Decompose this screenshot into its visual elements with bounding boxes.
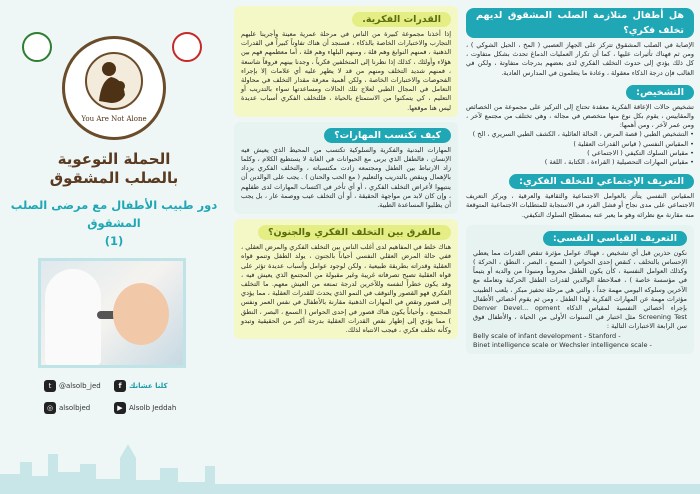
- section-title: كيف تكتسب المهارات؟: [324, 128, 451, 143]
- doctor-baby-photo: [38, 258, 186, 368]
- social-row-twitter[interactable]: [44, 380, 101, 392]
- middle-column: [234, 6, 458, 488]
- section-text: هناك خلط في المفاهيم لدى أغلب الناس بين التخلف الفكري والمرض العقلي ، ففي حالة المرض العقلي النفسي أحياناً بالجنون ، يولد الطفل وتنمو قواه العقلية وقدراته بطريقة طبيعية ، ولكن لوجود عوامل وأسباب عديدة تؤثر على قواه العقلية تصبح تصرفاته غريبة وغير مقبولة من المجتمع الذي يعيش فيه ، وقد يكون خطراً لنفسه وللآخرين لدرجة تمنعه من العيش معهم. ما التخلف الفكري فهو القصور والتوقف في النمو الذي يحدث للقدرات العقلية ، مما يؤدي إلى قصور وتقص في المهارات الذهنية مقارنة بالأطفال في نفس العمر ونفس المجتمع ، وأحياناً يكون هناك قصور في إحدى الحواس ( السمع ، البصر ، النطق ) مما يؤدي إلى إظهار نقص القدرات العقلية بدرجة أكبر من الحقيقية وتبدو وكأنه تخلف فكري ، فيجب الانتباه لذلك.: [241, 243, 451, 335]
- section-text: نكون حذرين قبل أي تشخيص ، فهناك عوامل مؤثرة تنقص القدرات مما يعطي الإحساس بالتخلف ، كنقص إحدى الحواس ( السمع ، البصر ، النطق ، الحركة ) وكذلك العوامل النفسية ، كأن يكون الطفل محروماً ومنبوذاً من والديه أو يتيماً في مؤسسة خاصة ) ، فملاحظة الوالدين لقدرات الطفل الحركية وتعامله مع الآخرين وسلوكه اليومي مهمة جداً ، والتي هي مرحلة تحفيز مبكر ، يلعب الطبيب مؤثرات مهمة عن المهارات الفكرية لهذا الطفل ، ومن ثم يقوم أخصائي الأطفال بإجراء أخصائي النفسية لمقياس الذكاء Denver Devel... opment Screening Test مثل اختبار في السنوات الأولى من الحياة ، والأطفال فوق سن الرابعة الاختبارات التالية :: [473, 248, 688, 331]
- right-column: [466, 6, 694, 488]
- subtitle-text: دور طبيب الأطفال مع مرضى الصلب المشقوق: [10, 198, 218, 230]
- campaign-logo: [62, 36, 166, 140]
- facebook-icon: f: [114, 380, 126, 392]
- section-text: الإصابة في الصلب المشقوق تتركز على الجهاز العصبي ( المخ ، الحبل الشوكي ) ، ومن ثم فهناك تأثيرات عليها ، كما أن تكرار العمليات الدماغ تحدث بشكل متفاوت ، كل ذلك يؤدي إلى حدوث التخلف الفكري لدى بعضهم بدرجات متفاوتة ، ولكن في الغالب فإن درجة الذكاء معقولة ، وعادة ما يتعلمون في المدارس العادية.: [466, 41, 694, 77]
- campaign-title-line1: الحملة التوعوية: [57, 150, 171, 168]
- section-text: إذا أخذنا مجموعة كبيرة من الناس في مرحلة عمرية معينة وأجرينا عليهم التجارب والاختبارات الخاصة بالذكاء ، فسنجد أن هناك تفاوتاً كبيراً في القدرات الذهنية ، فمنهم النوابغ وهم قلة ، ومنهم البلهاء وهم قلة ، أما معظمهم فهم بين هؤلاء وأولئك ، كذلك إذا نظرنا إلى المتخلفين فكرياً ، وجدنا بينهم فروقاً شاسعة ، فمنهم شديد التخلف ومنهم من قد لا يظهر عليه أي علامات إلا بإجراء الفحوصات والاختبارات الخاصة ، ولكن أهمية معرفة مقدار التخلف في محاولة التعامل في المجال الطبي لعلاج تلك الحالات ومساعدتها سواء بالتدريب أو التعليم ، كي يتمكنوا من الاستمتاع بالحياة ، فللتخلف الفكري أسباب عديدة ليس هنا موقعها.: [241, 30, 451, 112]
- section-skills-acquisition: [234, 122, 458, 214]
- section-title: القدرات الفكرية.: [352, 12, 451, 27]
- organization-logo-green: [22, 32, 52, 62]
- follow-slogan: كلنا عشانك: [129, 382, 168, 390]
- instagram-icon: ◎: [44, 402, 56, 414]
- youtube-icon: ▶: [114, 402, 126, 414]
- doctor-figure: [45, 269, 101, 365]
- social-row-follow: [114, 380, 168, 392]
- instagram-handle: alsolbjed: [59, 404, 91, 412]
- section-title: التشخيص:: [626, 85, 694, 100]
- campaign-title: [10, 150, 218, 188]
- test-item: Binet intelligence scale or Wechsler intelligence scale -: [473, 340, 652, 349]
- section-title: التعريف الإجتماعي للتخلف الفكري:: [509, 174, 694, 189]
- section-psychometric-definition: [466, 225, 694, 354]
- subtitle-number: (1): [104, 234, 124, 248]
- section-spina-bifida-question: [466, 6, 694, 78]
- section-social-definition: [466, 172, 694, 220]
- campaign-title-line2: بالصلب المشقوق: [49, 169, 179, 187]
- section-difference: [234, 219, 458, 339]
- section-text: تشخيص حالات الإعاقة الفكرية معقدة تحتاج إلى التركيز على مجموعة من الخصائص والمقاييس ، يقوم بكل نوع منها متخصص في مجاله ، وهي تختلف من مجتمع لآخر ، ومن عمر لآخر ، ومن أهمها:: [466, 102, 694, 130]
- organization-logo-red: [172, 32, 202, 62]
- youtube-handle: Alsolb Jeddah: [129, 404, 177, 412]
- section-title: مالفرق بين التخلف الفكري والجنون؟: [258, 225, 451, 240]
- section-diagnosis: [466, 83, 694, 167]
- section-text: المهارات البدنية والفكرية والسلوكية تكتسب من المحيط الذي يعيش فيه الإنسان ، فالطفل الذي يربى مع الحيوانات في الغابة لا يستطيع الكلام ، وكلما زاد الارتباط بين الطفل ومجتمعه زادت مكتسباته ، والتخلف الفكري يزداد بالإهمال وينقص بالتدريب والتعليم ( مع الحب والحنان ) . يجب على الوالدين أن ينتبهوا لأعراض التخلف الفكري ، أو أي تأخر في اكتساب المهارات لدى طفلهم ، وإن كان لابد من مواجهة الحقيقة ، أو أن التخلف عيب ووصمة عار ، بل يجب أن يطلبوا المساعدة الطبية.: [241, 145, 451, 210]
- section-text: المقياس النفسي يتأثر بالعوامل الاجتماعية والثقافية والعرقية ، ويركز التعريف الاجتماعي على مدى نجاح أو فشل الفرد في الاستجابة للمتطلبات الاجتماعية المتوقعة منه مقارنة مع نظرائه وهو ما يعبر عنه بمصطلح السلوك التكيفي.: [466, 192, 694, 219]
- diagnosis-item: • المقياس النفسي ( قياس القدرات العقلية ): [573, 139, 694, 148]
- diagnosis-item: • مقياس المهارات التحصيلية ( القراءة ، الكتابة ، اللغة ): [544, 158, 694, 167]
- section-title: هل أطفال متلازمة الصلب المشقوق لديهم تخلف فكري؟: [466, 8, 694, 38]
- test-item: Belly scale of infant development - Stanford -: [473, 331, 621, 340]
- social-row-youtube[interactable]: [114, 402, 176, 414]
- diagnosis-item: • التشخيص الطبي ( قصة المرض ، الحالة العائلية ، الكشف الطبي السريري ، الخ ): [472, 130, 694, 139]
- section-title: التعريف القياسي النفسي:: [543, 231, 687, 246]
- baby-figure: [113, 283, 169, 345]
- section-intellectual-abilities: [234, 6, 458, 117]
- brochure-subtitle: [4, 196, 224, 250]
- logo-tagline: You Are Not Alone: [81, 115, 147, 123]
- cover-panel: [0, 0, 228, 494]
- diagnosis-item: • مقياس السلوك التكيفي ( الاجتماعي ): [587, 148, 694, 157]
- twitter-icon: t: [44, 380, 56, 392]
- social-links: [4, 378, 224, 428]
- social-row-instagram[interactable]: [44, 402, 90, 414]
- twitter-handle: @alsolb_jed: [59, 382, 101, 390]
